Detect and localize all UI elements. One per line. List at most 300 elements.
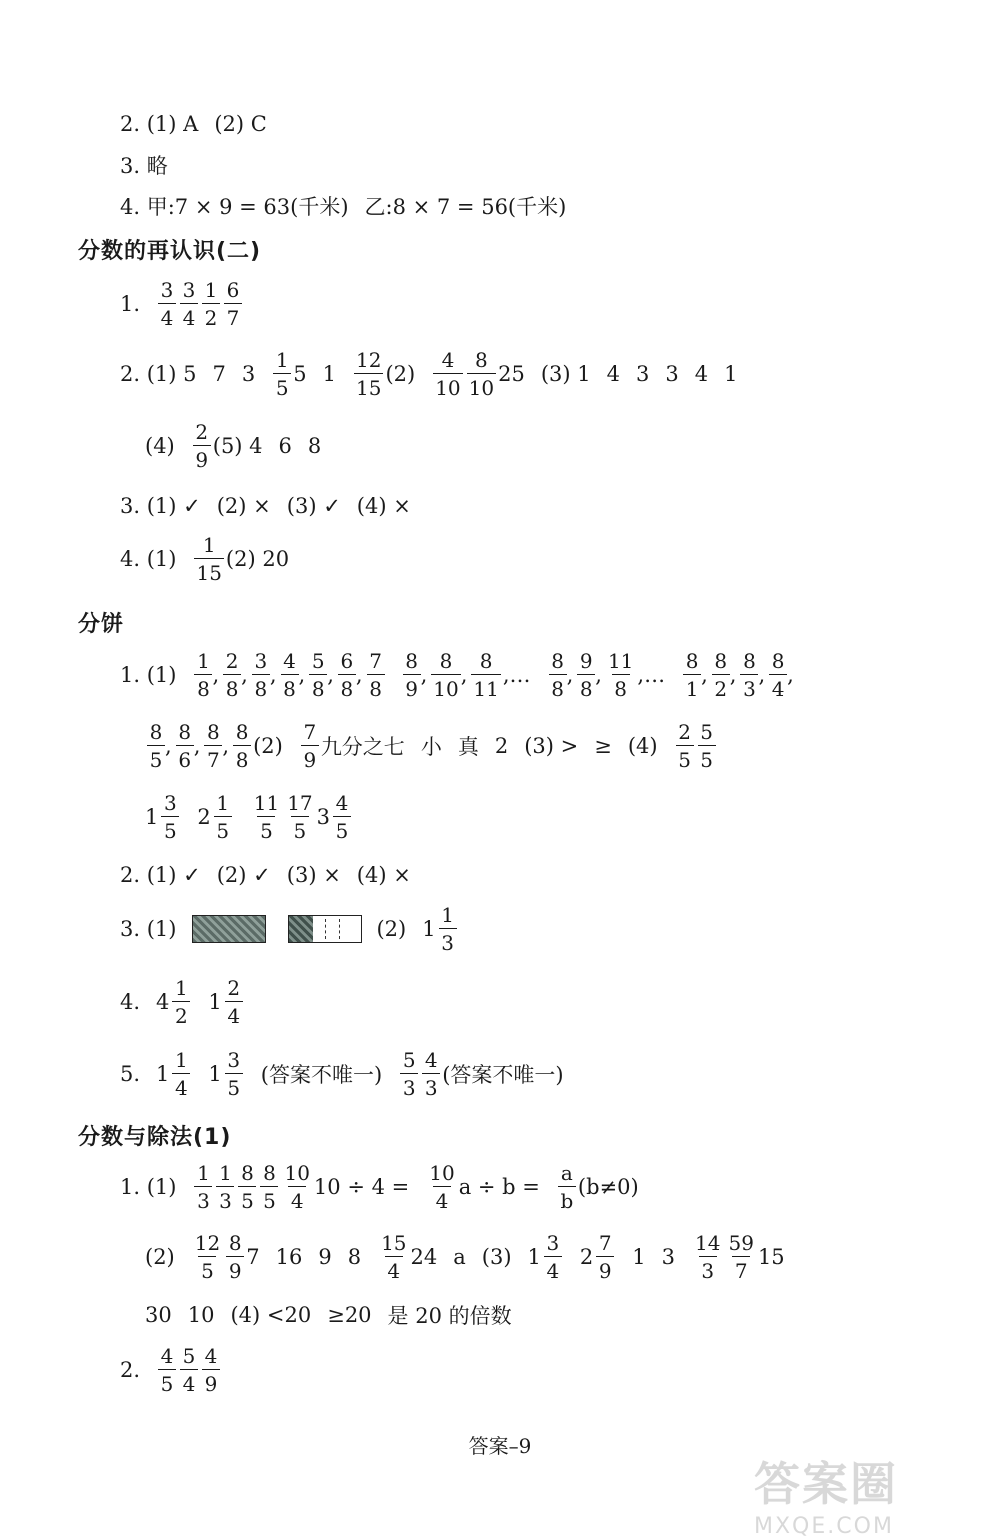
answer-text: 3 — [661, 1245, 676, 1269]
fraction-numerator: 10 — [429, 1161, 455, 1185]
answer-text: (4) <20 — [230, 1303, 312, 1327]
answer-text: 2. (1) A — [120, 112, 199, 136]
fraction-numerator: 5 — [402, 1048, 416, 1072]
separator-comma: , — [595, 663, 602, 687]
mixed-number — [156, 1050, 192, 1098]
fraction-denominator: 3 — [422, 1073, 440, 1098]
answer-text: 3 — [665, 362, 679, 386]
fraction-numerator: 17 — [287, 791, 313, 815]
answer-text: 4. 甲:7 × 9 = 63(千米) — [120, 195, 349, 219]
fraction-numerator: 1 — [202, 533, 216, 557]
fraction-numerator: 3 — [164, 791, 177, 815]
answer-text: 8 — [307, 434, 322, 458]
fraction-numerator: 1 — [175, 976, 188, 1000]
answer-line — [120, 104, 283, 144]
fraction-numerator: 1 — [175, 1048, 188, 1072]
fraction-denominator: b — [558, 1186, 576, 1211]
fraction-numerator: 4 — [283, 649, 296, 673]
fraction-numerator: 8 — [743, 649, 756, 673]
answer-text: a — [453, 1245, 466, 1269]
fraction — [158, 280, 176, 328]
fraction-numerator: 4 — [160, 1344, 174, 1368]
answer-text: 16 — [275, 1245, 303, 1269]
separator-comma: , — [787, 663, 794, 687]
fraction-numerator: 8 — [405, 649, 418, 673]
fraction — [427, 1163, 456, 1211]
fraction-denominator: 9 — [193, 445, 211, 470]
fraction-denominator: 5 — [291, 816, 309, 841]
separator-comma: , — [327, 663, 334, 687]
answer-text: 1. — [120, 292, 141, 316]
answer-line — [120, 186, 582, 226]
answer-text: 24 — [410, 1245, 438, 1269]
fraction — [309, 651, 327, 699]
fraction-numerator: 3 — [227, 1048, 241, 1072]
fraction-denominator: 5 — [257, 816, 275, 841]
fraction-denominator: 3 — [699, 1256, 717, 1281]
fraction — [158, 1346, 176, 1394]
answer-text: 乙:8 × 7 = 56(千米) — [364, 195, 567, 219]
fraction-numerator: 8 — [263, 1161, 276, 1185]
fraction — [354, 350, 383, 398]
fraction-denominator: 8 — [577, 674, 595, 699]
answer-text: 2 — [494, 734, 509, 758]
fraction — [333, 793, 351, 841]
mixed-number — [197, 793, 233, 841]
answer-text: 7 — [246, 1245, 260, 1269]
answer-text: (b≠0) — [577, 1175, 639, 1199]
fraction — [273, 350, 291, 398]
fraction-denominator: 8 — [549, 674, 567, 699]
fraction — [467, 350, 496, 398]
mixed-number — [145, 793, 181, 841]
fraction-numerator: 6 — [340, 649, 354, 673]
answer-text: ≥ — [594, 734, 612, 758]
fraction-numerator: 8 — [685, 649, 699, 673]
separator-comma: , — [729, 663, 737, 687]
answer-text: 3 — [241, 362, 256, 386]
fraction-numerator: 8 — [178, 720, 192, 744]
fraction-numerator: 1 — [275, 348, 289, 372]
fraction — [202, 1346, 220, 1394]
mixed-whole: 2 — [579, 1245, 594, 1269]
partial-bar-figure — [288, 915, 362, 943]
fraction — [606, 651, 635, 699]
answer-text: 9 — [318, 1245, 332, 1269]
fraction-numerator: 3 — [546, 1231, 560, 1255]
fraction-numerator: 12 — [356, 348, 382, 372]
fraction-numerator: 1 — [204, 278, 218, 302]
answer-line — [145, 1225, 801, 1289]
answer-line — [145, 1295, 528, 1335]
fraction — [194, 651, 212, 699]
fraction — [238, 1163, 256, 1211]
fraction-numerator: 2 — [678, 720, 691, 744]
fraction-denominator: 8 — [612, 674, 630, 699]
page-number: 答案–9 — [468, 1434, 532, 1458]
answer-text: (2) 20 — [225, 547, 290, 571]
fraction-numerator: 15 — [381, 1231, 407, 1255]
mixed-number — [208, 1050, 244, 1098]
answer-text: 2. — [120, 1358, 141, 1382]
fraction-numerator: 8 — [771, 649, 785, 673]
shaded-bar-figure — [192, 915, 266, 943]
answer-text: 是 20 的倍数 — [387, 1304, 512, 1328]
answer-text: 1. (1) — [120, 663, 177, 687]
fraction — [769, 651, 787, 699]
fraction-denominator: 4 — [158, 303, 176, 328]
fraction — [172, 978, 190, 1026]
answer-text: (2) ✓ — [216, 863, 271, 887]
answer-text: (4) — [627, 734, 658, 758]
fraction-denominator: 8 — [338, 674, 356, 699]
fraction-numerator: 8 — [551, 649, 564, 673]
fraction — [433, 350, 462, 398]
fraction-denominator: 3 — [740, 674, 758, 699]
fraction-denominator: 4 — [433, 1186, 451, 1211]
fraction — [176, 722, 194, 770]
answer-line — [120, 145, 184, 185]
fraction-denominator: 1 — [683, 674, 701, 699]
answer-text: 7 — [212, 362, 226, 386]
fraction — [471, 651, 500, 699]
mixed-whole: 1 — [208, 1062, 222, 1086]
fraction-numerator: 7 — [598, 1231, 612, 1255]
fraction-denominator: 4 — [769, 674, 787, 699]
fraction — [216, 1163, 234, 1211]
separator-comma: , — [420, 663, 428, 687]
fraction — [281, 651, 299, 699]
answer-text: 3. (1) — [120, 917, 177, 941]
mixed-number — [317, 793, 353, 841]
fraction-denominator: 15 — [354, 373, 383, 398]
answer-text: 1 — [724, 362, 738, 386]
answer-text: 3. (1) ✓ — [120, 494, 201, 518]
answer-text: ,… — [502, 663, 531, 687]
answer-text: (3) × — [286, 863, 341, 887]
fraction-denominator: 10 — [433, 373, 462, 398]
answer-text: 真 — [457, 735, 479, 759]
answer-line — [120, 342, 754, 406]
fraction-denominator: 8 — [281, 674, 299, 699]
fraction-denominator: 9 — [301, 745, 319, 770]
answer-text: (3) 1 — [540, 362, 591, 386]
answer-text: 3 — [636, 362, 650, 386]
separator-comma: , — [355, 663, 363, 687]
fraction — [260, 1163, 278, 1211]
answer-text: 4. — [120, 990, 141, 1014]
fraction — [422, 1050, 440, 1098]
fraction-denominator: 9 — [596, 1256, 614, 1281]
mixed-whole: 1 — [145, 805, 159, 829]
fraction-numerator: 8 — [479, 649, 493, 673]
fraction — [596, 1233, 614, 1281]
fraction-denominator: 9 — [202, 1369, 220, 1394]
fraction-numerator: 8 — [714, 649, 728, 673]
watermark-logo — [754, 1448, 984, 1539]
fraction-denominator: 8 — [194, 674, 212, 699]
answer-text: (2) × — [216, 494, 271, 518]
fraction-denominator: 10 — [431, 674, 460, 699]
fraction — [693, 1233, 722, 1281]
fraction-denominator: 8 — [309, 674, 327, 699]
fraction-denominator: 4 — [225, 1001, 243, 1026]
answer-text: 15 — [757, 1245, 785, 1269]
fraction-numerator: 4 — [441, 348, 455, 372]
fraction-numerator: 7 — [303, 720, 317, 744]
answer-text: 4 — [606, 362, 621, 386]
fraction-denominator: 5 — [676, 745, 694, 770]
fraction-denominator: 9 — [403, 674, 421, 699]
answer-text: 6 — [278, 434, 292, 458]
mixed-number — [422, 905, 458, 953]
separator-comma: , — [193, 734, 201, 758]
answer-text: ≥20 — [327, 1303, 372, 1327]
fraction-numerator: 3 — [254, 649, 268, 673]
fraction-numerator: 3 — [182, 278, 196, 302]
fraction-denominator: 7 — [732, 1256, 750, 1281]
fraction-denominator: 3 — [194, 1186, 212, 1211]
fraction-numerator: 9 — [579, 649, 593, 673]
fraction-numerator: 1 — [441, 903, 454, 927]
separator-comma: , — [566, 663, 574, 687]
fraction — [301, 722, 319, 770]
mixed-whole: 1 — [527, 1245, 541, 1269]
answer-text: 1 — [632, 1245, 646, 1269]
answer-line — [120, 1155, 655, 1219]
fraction-denominator: 8 — [233, 745, 251, 770]
section-title: 分饼 — [78, 612, 125, 637]
fraction-denominator: 5 — [698, 745, 716, 770]
fraction-numerator: 2 — [195, 420, 209, 444]
answer-line — [120, 970, 261, 1034]
separator-comma: , — [241, 663, 248, 687]
answer-text: (3) > — [524, 734, 579, 758]
fraction-numerator: a — [560, 1161, 573, 1185]
fraction — [726, 1233, 755, 1281]
separator-comma: , — [758, 663, 766, 687]
mixed-number — [208, 978, 244, 1026]
answer-text: (答案不唯一) — [260, 1063, 383, 1087]
bar-shaded-part — [289, 916, 313, 942]
fraction-denominator: 5 — [333, 816, 351, 841]
fraction-numerator: 3 — [160, 278, 174, 302]
fraction-numerator: 8 — [475, 348, 488, 372]
fraction-denominator: 4 — [180, 1369, 198, 1394]
bar-divider — [325, 919, 326, 939]
fraction-denominator: 4 — [544, 1256, 562, 1281]
fraction — [180, 280, 198, 328]
mixed-whole: 1 — [208, 990, 222, 1014]
fraction — [180, 1346, 198, 1394]
answer-text: 九分之七 — [320, 735, 405, 759]
answer-line — [145, 414, 337, 478]
answer-text: 8 — [347, 1245, 362, 1269]
fraction — [233, 722, 251, 770]
fraction-numerator: 5 — [182, 1344, 196, 1368]
fraction-numerator: 5 — [311, 649, 325, 673]
answer-text: (3) ✓ — [286, 494, 341, 518]
fraction-denominator: 5 — [225, 1073, 243, 1098]
fraction-numerator: 12 — [194, 1231, 221, 1255]
fraction — [439, 905, 457, 953]
answer-line — [120, 897, 475, 961]
fraction-numerator: 8 — [235, 720, 249, 744]
fraction-numerator: 10 — [284, 1161, 310, 1185]
fraction — [225, 978, 243, 1026]
answer-text: (4) × — [356, 494, 411, 518]
mixed-number — [156, 978, 192, 1026]
answer-text: 10 — [187, 1303, 215, 1327]
answer-text: 3. 略 — [120, 154, 168, 178]
answer-line — [120, 272, 244, 336]
fraction-denominator: 2 — [712, 674, 730, 699]
fraction-denominator: 3 — [400, 1073, 418, 1098]
fraction — [338, 651, 356, 699]
fraction — [367, 651, 385, 699]
mixed-whole: 1 — [156, 1062, 170, 1086]
fraction-denominator: 7 — [224, 303, 242, 328]
answer-text: (2) — [145, 1245, 175, 1269]
fraction — [683, 651, 701, 699]
fraction-denominator: 2 — [202, 303, 220, 328]
answer-text: 1. (1) — [120, 1175, 177, 1199]
fraction-denominator: 4 — [385, 1256, 403, 1281]
fraction — [549, 651, 567, 699]
fraction — [379, 1233, 408, 1281]
fraction-numerator: 2 — [227, 976, 241, 1000]
fraction-denominator: 3 — [439, 928, 457, 953]
answer-text: (4) × — [356, 863, 411, 887]
fraction — [147, 722, 165, 770]
fraction — [202, 280, 220, 328]
fraction-denominator: 5 — [147, 745, 165, 770]
answer-text: 2. (1) ✓ — [120, 863, 201, 887]
fraction — [698, 722, 716, 770]
fraction-numerator: 4 — [204, 1344, 218, 1368]
fraction-numerator: 11 — [253, 791, 280, 815]
answer-text: (2) — [253, 734, 283, 758]
fraction — [252, 793, 281, 841]
fraction-denominator: 9 — [226, 1256, 244, 1281]
fraction-numerator: 8 — [241, 1161, 254, 1185]
section-title: 分数与除法(1) — [78, 1125, 232, 1150]
fraction — [403, 651, 421, 699]
fraction-denominator: 3 — [216, 1186, 234, 1211]
fraction — [193, 422, 211, 470]
answer-text: 10 ÷ 4 = — [313, 1175, 410, 1199]
separator-comma: , — [165, 734, 172, 758]
answer-text: (2) — [385, 362, 416, 386]
fraction-numerator: 14 — [695, 1231, 721, 1255]
fraction-numerator: 1 — [197, 1161, 210, 1185]
fraction-numerator: 8 — [207, 720, 220, 744]
fraction-denominator: 4 — [172, 1073, 190, 1098]
separator-comma: , — [460, 663, 468, 687]
fraction-numerator: 1 — [216, 791, 230, 815]
fraction — [400, 1050, 418, 1098]
fraction — [193, 1233, 222, 1281]
fraction-numerator: 4 — [424, 1048, 438, 1072]
fraction-numerator: 7 — [369, 649, 382, 673]
separator-comma: , — [222, 734, 230, 758]
answer-text: 2. (1) 5 — [120, 362, 197, 386]
mixed-whole: 3 — [316, 805, 331, 829]
fraction — [676, 722, 694, 770]
fraction — [282, 1163, 311, 1211]
fraction-numerator: 5 — [700, 720, 713, 744]
answer-text: 5. — [120, 1062, 141, 1086]
fraction — [252, 651, 270, 699]
answer-line — [120, 855, 427, 895]
fraction-numerator: 8 — [439, 649, 453, 673]
answer-text: (4) — [145, 434, 175, 458]
fraction-numerator: 6 — [226, 278, 240, 302]
fraction-denominator: 5 — [260, 1186, 278, 1211]
watermark-url: MXQE.COM — [754, 1514, 894, 1539]
answer-text: (5) 4 — [212, 434, 263, 458]
bar-divider — [339, 919, 340, 939]
fraction-numerator: 8 — [228, 1231, 242, 1255]
fraction-denominator: 10 — [467, 373, 496, 398]
answer-text: 30 — [145, 1303, 172, 1327]
answer-line — [120, 1338, 222, 1402]
mixed-number — [580, 1233, 616, 1281]
fraction-denominator: 11 — [471, 674, 500, 699]
answer-line — [145, 785, 369, 849]
fraction-numerator: 1 — [197, 649, 210, 673]
fraction — [194, 535, 223, 583]
fraction — [214, 793, 232, 841]
separator-comma: , — [269, 663, 277, 687]
fraction — [558, 1163, 576, 1211]
fraction-denominator: 6 — [176, 745, 194, 770]
fraction-denominator: 8 — [367, 674, 385, 699]
separator-comma: , — [298, 663, 306, 687]
fraction-denominator: 5 — [238, 1186, 256, 1211]
fraction-denominator: 4 — [288, 1186, 306, 1211]
answer-line — [120, 643, 796, 707]
answer-text: 25 — [498, 362, 525, 386]
fraction — [225, 1050, 243, 1098]
fraction — [431, 651, 460, 699]
fraction — [223, 651, 241, 699]
answer-text: (3) — [481, 1245, 512, 1269]
mixed-whole: 1 — [422, 917, 436, 941]
answer-text: ,… — [637, 663, 666, 687]
fraction — [712, 651, 730, 699]
fraction-numerator: 59 — [728, 1231, 754, 1255]
fraction-denominator: 5 — [161, 816, 179, 841]
fraction — [204, 722, 222, 770]
fraction-numerator: 1 — [219, 1161, 232, 1185]
fraction-numerator: 8 — [149, 720, 163, 744]
fraction — [226, 1233, 244, 1281]
answer-line — [120, 527, 305, 591]
answer-text: (2) — [376, 917, 407, 941]
fraction — [172, 1050, 190, 1098]
separator-comma: , — [212, 663, 220, 687]
answer-text: (2) C — [214, 112, 267, 136]
answer-text: 1 — [322, 362, 336, 386]
fraction-denominator: 8 — [252, 674, 270, 699]
answer-text: 4 — [694, 362, 709, 386]
fraction-denominator: 5 — [273, 373, 291, 398]
answer-text: a ÷ b = — [458, 1175, 540, 1199]
answer-text: 小 — [420, 735, 442, 759]
mixed-whole: 2 — [197, 805, 211, 829]
fraction — [285, 793, 314, 841]
